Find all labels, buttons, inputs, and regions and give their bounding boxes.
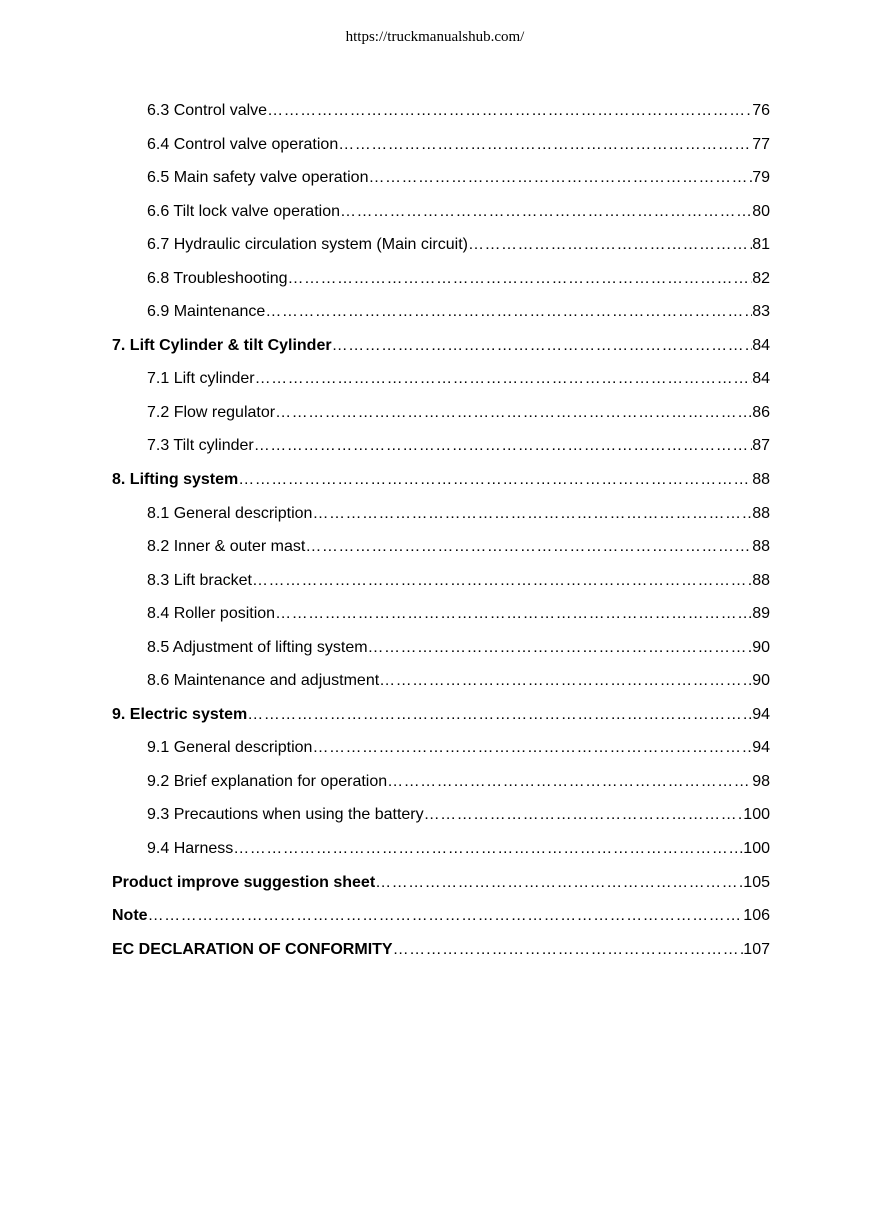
toc-entry-title: 6.7 Hydraulic circulation system (Main circuit): [147, 236, 468, 254]
toc-entry-page-number: 90: [752, 672, 770, 690]
toc-entry-title: 7.2 Flow regulator: [147, 403, 276, 421]
toc-entry-title: 7. Lift Cylinder & tilt Cylinder: [112, 336, 332, 354]
toc-dot-leader: [375, 871, 743, 895]
toc-entry: [112, 401, 770, 435]
toc-dot-leader: [288, 267, 753, 291]
toc-dot-leader: [424, 803, 744, 827]
toc-entry-page-number: 88: [752, 471, 770, 489]
toc-entry-title: 6.4 Control valve operation: [147, 135, 339, 153]
toc-dot-leader: [312, 736, 752, 760]
toc-entry-title: 6.5 Main safety valve operation: [147, 169, 369, 187]
toc-entry-page-number: 90: [752, 638, 770, 656]
toc-entry: [112, 636, 770, 670]
toc-entry-page-number: 88: [752, 538, 770, 556]
toc-dot-leader: [332, 334, 753, 358]
toc-entry: [112, 434, 770, 468]
toc-entry-page-number: 77: [752, 135, 770, 153]
toc-dot-leader: [255, 367, 753, 391]
toc-dot-leader: [254, 434, 752, 458]
toc-entry-title: 6.6 Tilt lock valve operation: [147, 202, 340, 220]
toc-entry-page-number: 76: [752, 102, 770, 119]
toc-dot-leader: [148, 904, 744, 928]
toc-entry-page-number: 98: [752, 772, 770, 790]
toc-entry-page-number: 86: [752, 403, 770, 421]
toc-entry: [112, 367, 770, 401]
toc-entry: [112, 166, 770, 200]
toc-entry: [112, 669, 770, 703]
toc-entry-page-number: 82: [752, 269, 770, 287]
toc-entry-title: 6.9 Maintenance: [147, 303, 266, 321]
toc-entry: [112, 535, 770, 569]
table-of-contents: [112, 99, 770, 971]
toc-dot-leader: [265, 300, 752, 324]
toc-entry-page-number: 105: [743, 873, 770, 891]
toc-dot-leader: [340, 200, 752, 224]
toc-dot-leader: [393, 938, 744, 962]
toc-dot-leader: [247, 703, 752, 727]
toc-dot-leader: [368, 636, 753, 660]
toc-entry-title: 7.1 Lift cylinder: [147, 370, 255, 388]
toc-entry: [112, 569, 770, 603]
toc-entry-page-number: 84: [752, 336, 770, 354]
toc-entry-page-number: 89: [752, 605, 770, 623]
toc-entry-title: Note: [112, 907, 148, 925]
toc-entry-title: 8. Lifting system: [112, 471, 239, 489]
toc-entry-page-number: 84: [752, 370, 770, 388]
toc-entry-page-number: 88: [752, 504, 770, 522]
toc-entry-title: 6.3 Control valve: [147, 102, 268, 119]
toc-dot-leader: [387, 770, 752, 794]
toc-entry: [112, 468, 770, 502]
toc-entry-title: 9. Electric system: [112, 705, 248, 723]
toc-entry-title: 9.1 General description: [147, 739, 313, 757]
toc-entry-page-number: 87: [752, 437, 770, 455]
toc-entry-title: 9.3 Precautions when using the battery: [147, 806, 424, 824]
toc-entry: [112, 267, 770, 301]
toc-entry: [112, 300, 770, 334]
toc-entry: [112, 233, 770, 267]
toc-entry: [112, 133, 770, 167]
toc-dot-leader: [468, 233, 752, 257]
toc-entry: [112, 904, 770, 938]
toc-dot-leader: [252, 569, 752, 593]
toc-entry-title: 7.3 Tilt cylinder: [147, 437, 254, 455]
toc-dot-leader: [233, 837, 743, 861]
toc-dot-leader: [275, 401, 752, 425]
toc-entry: [112, 200, 770, 234]
toc-entry-title: 8.3 Lift bracket: [147, 571, 252, 589]
toc-entry-page-number: 100: [743, 840, 770, 858]
toc-entry: [112, 803, 770, 837]
toc-entry-title: 8.6 Maintenance and adjustment: [147, 672, 380, 690]
toc-entry: [112, 99, 770, 133]
toc-entry-title: 6.8 Troubleshooting: [147, 269, 288, 287]
toc-entry: [112, 502, 770, 536]
toc-entry: [112, 334, 770, 368]
toc-entry-page-number: 79: [752, 169, 770, 187]
toc-entry-title: 8.2 Inner & outer mast: [147, 538, 306, 556]
toc-entry-page-number: 81: [752, 236, 770, 254]
toc-entry-title: 8.1 General description: [147, 504, 313, 522]
toc-entry-page-number: 80: [752, 202, 770, 220]
toc-dot-leader: [238, 468, 752, 492]
toc-entry-title: 8.5 Adjustment of lifting system: [147, 638, 368, 656]
toc-entry: [112, 736, 770, 770]
toc-entry: [112, 770, 770, 804]
header-url: https://truckmanualshub.com/: [345, 29, 525, 45]
toc-dot-leader: [379, 669, 752, 693]
toc-dot-leader: [305, 535, 752, 559]
toc-dot-leader: [338, 133, 752, 157]
toc-entry-title: Product improve suggestion sheet: [112, 873, 376, 891]
toc-dot-leader: [275, 602, 752, 626]
toc-entry: [112, 871, 770, 905]
toc-dot-leader: [312, 502, 752, 526]
toc-dot-leader: [267, 99, 752, 123]
toc-entry: [112, 602, 770, 636]
toc-entry-title: 8.4 Roller position: [147, 605, 276, 623]
toc-entry-page-number: 88: [752, 571, 770, 589]
toc-entry: [112, 938, 770, 972]
toc-entry: [112, 703, 770, 737]
toc-entry-title: EC DECLARATION OF CONFORMITY: [112, 940, 393, 958]
toc-dot-leader: [368, 166, 752, 190]
toc-entry-page-number: 106: [743, 907, 770, 925]
toc-entry-page-number: 107: [743, 940, 770, 958]
toc-entry: [112, 837, 770, 871]
toc-entry-page-number: 100: [743, 806, 770, 824]
toc-entry-page-number: 83: [752, 303, 770, 321]
toc-entry-page-number: 94: [752, 739, 770, 757]
toc-entry-page-number: 94: [752, 705, 770, 723]
toc-entry-title: 9.4 Harness: [147, 840, 234, 858]
toc-entry-title: 9.2 Brief explanation for operation: [147, 772, 388, 790]
